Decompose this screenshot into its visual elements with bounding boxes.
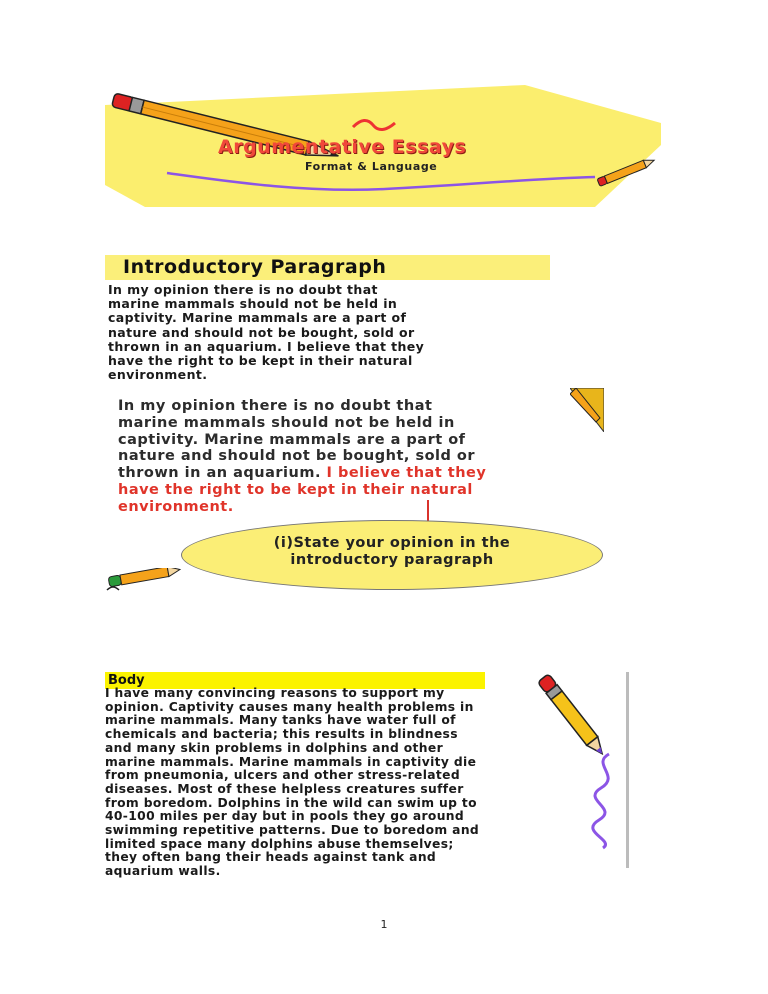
slide-line-highlight: I believe that they	[326, 465, 487, 482]
paragraph-line: captivity. Marine mammals are a part of	[108, 310, 407, 326]
paragraph-line: and many skin problems in dolphins and other	[105, 740, 443, 755]
paragraph-line: marine mammals should not be held in	[108, 296, 398, 312]
paragraph-line: In my opinion there is no doubt that	[108, 282, 378, 297]
callout-text	[181, 535, 603, 569]
introductory-paragraph	[108, 283, 568, 382]
banner-subtitle: Format & Language	[305, 160, 438, 173]
paragraph-line: have the right to be kept in their natural	[108, 353, 413, 369]
paragraph-line: chemicals and bacteria; this results in blindness	[105, 727, 458, 742]
callout-arrow	[427, 500, 429, 522]
pencil-icon	[105, 568, 183, 594]
paragraph-line: marine mammals. Many tanks have water full of	[105, 713, 456, 728]
paragraph-line: nature and should not be bought, sold or	[108, 324, 415, 340]
callout-line: (i)State your opinion in the	[273, 535, 511, 551]
page-number: 1	[380, 918, 388, 931]
slide-line-highlight: environment.	[118, 498, 234, 515]
slide-line-black: thrown in an aquarium.	[118, 465, 327, 482]
paragraph-line: swimming repetitive patterns. Due to boredom and	[105, 823, 480, 838]
paragraph-line: diseases. Most of these helpless creatures suffer	[105, 781, 464, 796]
paragraph-line: they often bang their heads against tank and	[105, 850, 437, 865]
paragraph-line: from boredom. Dolphins in the wild can swim up to	[105, 795, 477, 810]
paragraph-line: thrown in an aquarium. I believe that they	[108, 338, 425, 354]
body-heading: Body	[105, 672, 485, 689]
introductory-heading: Introductory Paragraph	[105, 255, 550, 280]
paragraph-line: 40-100 miles per day but in pools they go around	[105, 809, 465, 824]
paragraph-line: I have many convincing reasons to support my	[105, 686, 445, 700]
banner-title: Argumentative Essays	[218, 136, 467, 158]
slide-line	[118, 465, 588, 482]
slide-line-highlight: have the right to be kept in their natural	[118, 481, 473, 498]
slide-line: nature and should not be bought, sold or	[118, 448, 476, 465]
paragraph-line: aquarium walls.	[105, 864, 221, 879]
pencil-icon	[535, 672, 625, 852]
paragraph-line: from pneumonia, ulcers and other stress-related	[105, 768, 460, 783]
squiggle	[593, 754, 609, 848]
callout-line: introductory paragraph	[290, 552, 494, 568]
paragraph-line: environment.	[108, 367, 208, 383]
paragraph-line: opinion. Captivity causes many health problems in	[105, 699, 474, 714]
slide-border	[626, 672, 629, 868]
body-paragraph	[105, 687, 555, 879]
slide-line: captivity. Marine mammals are a part of	[118, 431, 466, 448]
slide-line: In my opinion there is no doubt that	[118, 398, 433, 414]
paragraph-line: marine mammals. Marine mammals in captivity die	[105, 754, 477, 769]
paragraph-line: limited space many dolphins abuse themselves;	[105, 836, 454, 851]
slide-line: marine mammals should not be held in	[118, 414, 455, 431]
opinion-slide-text	[118, 398, 588, 516]
